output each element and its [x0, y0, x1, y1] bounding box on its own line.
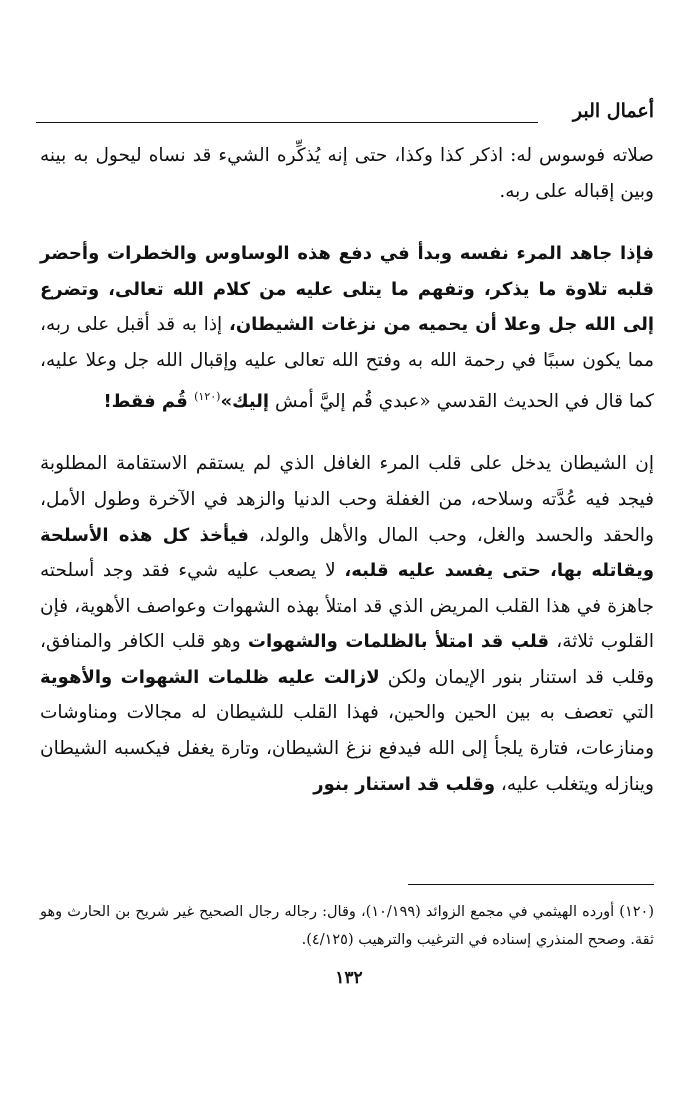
body-span: التي تعصف به بين الحين والحين، فهذا القلب للشيطان له مجالات ومناوشات ومنازعات، فتارة يلجأ إلى الله فيدفع نزغ الشيطان، وتارة يغفل فيكسبه الشيطان وينازله ويتغلب عليه،	[40, 702, 654, 795]
emphasis-text: فيأخذ كل هذه الأسلحة ويقاتله بها، حتى يفسد عليه قلبه،	[40, 524, 655, 582]
paragraph-1: صلاته فوسوس له: اذكر كذا وكذا، حتى إنه يُذكِّره الشيء قد نساه ليحول به بينه وبين إقباله على ربه.	[40, 145, 654, 202]
emphasis-text: فإذا جاهد المرء نفسه وبدأ في دفع هذه الوساوس والخطرات وأحضر قلبه تلاوة ما يذكر، وتفهم ما يتلى عليه من كلام الله تعالى، وتضرع إلى الله جل وعلا أن يحميه من نزغات الشيطان،	[40, 243, 654, 336]
footnotes	[40, 898, 654, 954]
emphasis-text: إليك»	[220, 390, 270, 412]
emphasis-text: وقلب قد استنار بنور	[313, 773, 496, 795]
footnote-120: (١٢٠) أورده الهيثمي في مجمع الزوائد (١٠/١٩٩)، وقال: رجاله رجال الصحيح غير شريح بن الحارث وهو ثقة. وصحح المنذري إسناده في الترغيب والترهيب (٤/١٢٥).	[40, 904, 654, 948]
header-rule	[36, 122, 538, 123]
paragraph-3	[40, 446, 654, 802]
emphasis-text: لازالت عليه ظلمات الشهوات والأهوية	[40, 666, 380, 688]
page-number: ١٣٢	[335, 968, 363, 988]
body-text	[40, 138, 654, 802]
footnote-rule	[408, 884, 654, 885]
body-span: وهو قلب الكافر والمنافق، وقلب قد استنار بنور الإيمان ولكن	[40, 631, 655, 688]
footnote-reference: (١٢٠)	[194, 389, 221, 403]
paragraph-2	[40, 236, 654, 419]
body-span: إن الشيطان يدخل على قلب المرء الغافل الذي لم يستقم الاستقامة المطلوبة فيجد فيه عُدَّته وسلاحه، من الغفلة وحب الدنيا والزهد في الآخرة وطول الأمل، والحقد والحسد والغل، وحب المال والأهل والولد،	[40, 453, 654, 546]
body-span: إذا به قد أقبل على ربه، مما يكون سببًا في رحمة الله به وفتح الله تعالى عليه وإقبال الله جل وعلا عليه، كما قال في الحديث القدسي «عبدي قُم إليَّ أمش	[40, 314, 654, 412]
emphasis-text: قُم فقط!	[103, 390, 195, 412]
emphasis-text: قلب قد امتلأ بالظلمات والشهوات	[247, 631, 550, 653]
running-title: أعمال البر	[572, 100, 654, 122]
body-span: لا يصعب عليه شيء فقد وجد أسلحته جاهزة في هذا القلب المريض الذي قد امتلأ بهذه الشهوات وعواصف الأهوية، فإن القلوب ثلاثة،	[40, 560, 655, 653]
